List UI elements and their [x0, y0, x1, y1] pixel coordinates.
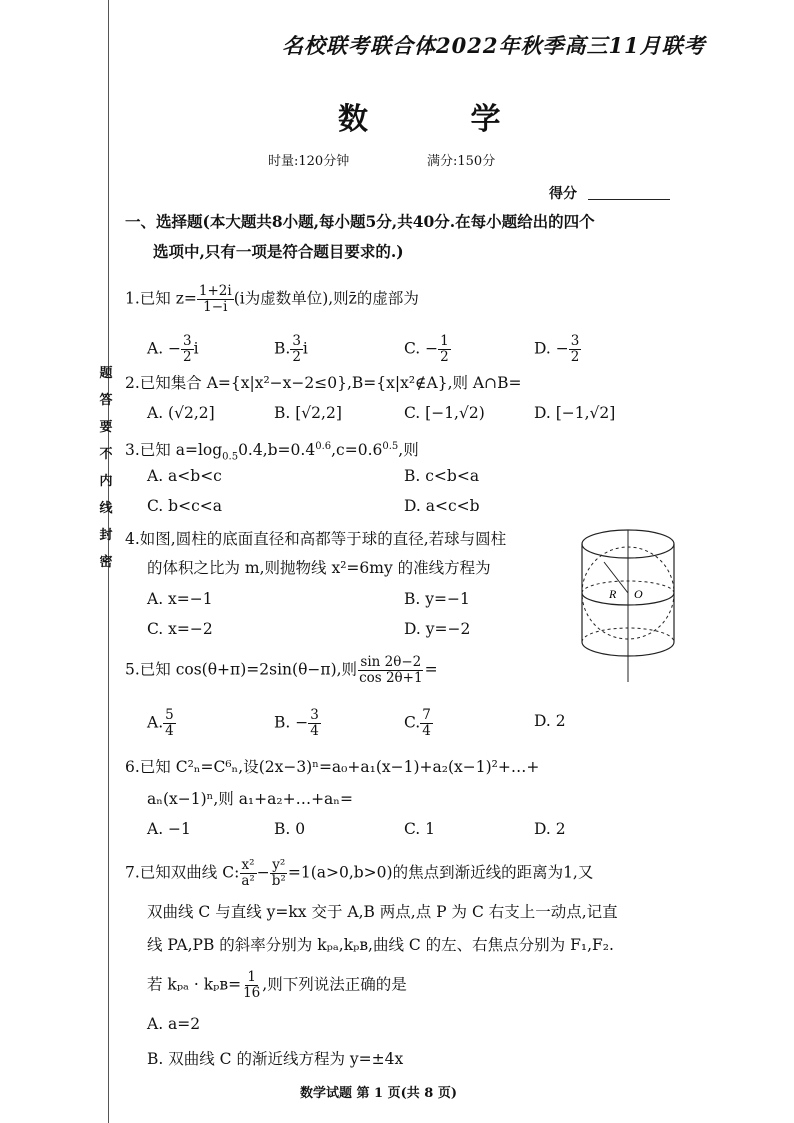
q5-pre: 5.已知 cos(θ+π)=2sin(θ−π),则 — [125, 660, 358, 679]
q1-a-den: 2 — [183, 349, 192, 365]
q4-option-d: D. y=−2 — [404, 620, 471, 638]
margin-char: 内 — [99, 474, 113, 489]
full-score: 满分:150分 — [427, 154, 496, 169]
q5-b-den: 4 — [310, 723, 319, 739]
question-2-stem: 2.已知集合 A={x|x²−x−2≤0},B={x|x²∉A},则 A∩B= — [125, 374, 522, 392]
q5-a-num: 5 — [165, 707, 174, 723]
q7-f1-den: a² — [241, 873, 255, 889]
exam-header: 名校联考联合体2022年秋季高三11月联考 — [282, 33, 706, 58]
question-3-stem — [125, 437, 419, 467]
question-7-line2: 双曲线 C 与直线 y=kx 交于 A,B 两点,点 P 为 C 右支上一动点,记直 — [147, 903, 618, 921]
q1-option-a — [147, 334, 199, 365]
q7-f2-num: y² — [272, 857, 286, 873]
q7-frac-1-16 — [241, 970, 262, 1001]
cylinder-sphere-figure — [578, 522, 678, 682]
q7-frac-y — [270, 858, 288, 889]
q2-option-b: B. [√2,2] — [274, 404, 342, 422]
binding-margin-notice — [94, 360, 118, 576]
q2-option-d: D. [−1,√2] — [534, 404, 616, 422]
q7-option-a: A. a=2 — [147, 1015, 201, 1033]
q4-option-a: A. x=−1 — [147, 590, 213, 608]
q4-option-c: C. x=−2 — [147, 620, 213, 638]
question-7-line1 — [125, 858, 593, 889]
page-footer: 数学试题 第 1 页(共 8 页) — [300, 1086, 458, 1101]
q3-option-c: C. b<c<a — [147, 497, 222, 515]
q7-f3-num: 1 — [247, 969, 256, 985]
q3-log-base: 0.5 — [222, 451, 239, 463]
q1-b-den: 2 — [292, 349, 301, 365]
q1-b-fraction — [290, 334, 303, 365]
q5-c-num: 7 — [422, 707, 431, 723]
q1-c-num: 1 — [440, 333, 449, 349]
score-blank — [588, 199, 670, 200]
question-7-line4 — [147, 970, 407, 1001]
q3-mid: 0.4,b=0.4 — [238, 441, 316, 460]
q3-option-a: A. a<b<c — [147, 467, 222, 485]
margin-char: 线 — [99, 501, 113, 516]
q1-a-suffix: i — [193, 339, 199, 358]
q7-suffix: =1(a>0,b>0)的焦点到渐近线的距离为1,又 — [287, 863, 594, 882]
q5-option-d: D. 2 — [534, 712, 566, 730]
q7-l4-suffix: ,则下列说法正确的是 — [262, 975, 407, 994]
section-heading-line1: 一、选择题(本大题共8小题,每小题5分,共40分.在每小题给出的四个 — [125, 212, 595, 231]
q1-c-den: 2 — [440, 349, 449, 365]
q7-minus: − — [256, 863, 270, 882]
q6-option-d: D. 2 — [534, 820, 566, 838]
q1-frac-den: 1−i — [203, 299, 228, 315]
q3-suffix: ,则 — [398, 441, 419, 460]
q5-frac-den: cos 2θ+1 — [359, 670, 423, 686]
q1-a-prefix: A. − — [147, 339, 182, 358]
q5-a-prefix: A. — [147, 713, 164, 732]
q6-option-c: C. 1 — [404, 820, 436, 838]
q1-d-num: 3 — [570, 333, 580, 349]
q5-option-c — [404, 708, 433, 739]
q5-a-den: 4 — [165, 723, 174, 739]
q1-b-prefix: B. — [274, 339, 291, 358]
q3-option-b: B. c<b<a — [404, 467, 480, 485]
q5-c-den: 4 — [422, 723, 431, 739]
question-6-line1: 6.已知 C²ₙ=C⁶ₙ,设(2x−3)ⁿ=a₀+a₁(x−1)+a₂(x−1)²+…+ — [125, 758, 540, 776]
q7-option-b: B. 双曲线 C 的渐近线方程为 y=±4x — [147, 1050, 404, 1068]
q1-c-fraction — [438, 334, 451, 365]
q7-l4-pre: 若 kₚₐ · kₚʙ= — [147, 975, 242, 994]
q6-option-b: B. 0 — [274, 820, 306, 838]
label-r: R — [609, 587, 617, 601]
q7-f2-den: b² — [271, 873, 286, 889]
question-6-line2: aₙ(x−1)ⁿ,则 a₁+a₂+…+aₙ= — [147, 790, 353, 808]
q1-option-c — [404, 334, 451, 365]
q7-frac-x — [239, 858, 256, 889]
q3-exp1: 0.6 — [315, 441, 332, 452]
q7-f1-num: x² — [241, 857, 255, 873]
q5-c-fraction — [420, 708, 433, 739]
q5-b-prefix: B. − — [274, 713, 309, 732]
score-label: 得分 — [549, 186, 577, 202]
q7-f3-den: 16 — [243, 985, 261, 1001]
q1-c-prefix: C. − — [404, 339, 439, 358]
q2-option-a: A. (√2,2] — [147, 404, 215, 422]
section-heading-line2: 选项中,只有一项是符合题目要求的.) — [153, 242, 404, 261]
margin-char: 不 — [99, 447, 113, 462]
q5-option-b — [274, 708, 321, 739]
q5-suffix: = — [424, 660, 438, 679]
q5-b-num: 3 — [310, 707, 319, 723]
q1-fraction — [197, 284, 234, 315]
q5-a-fraction — [163, 708, 176, 739]
q1-option-b — [274, 334, 308, 365]
q1-suffix: (i为虚数单位),则z̄的虚部为 — [233, 289, 419, 308]
subject-title: 数 学 — [338, 102, 547, 137]
question-7-line3: 线 PA,PB 的斜率分别为 kₚₐ,kₚʙ,曲线 C 的左、右焦点分别为 F₁,F₂. — [147, 936, 614, 954]
q1-a-fraction — [181, 334, 194, 365]
margin-char: 答 — [99, 393, 113, 408]
q1-frac-num: 1+2i — [198, 283, 232, 299]
q3-exp2: 0.5 — [382, 441, 399, 452]
margin-char: 封 — [99, 528, 113, 543]
q1-d-prefix: D. − — [534, 339, 569, 358]
q5-b-fraction — [308, 708, 321, 739]
question-4-line1: 4.如图,圆柱的底面直径和高都等于球的直径,若球与圆柱 — [125, 530, 507, 548]
q4-option-b: B. y=−1 — [404, 590, 470, 608]
question-5-stem — [125, 655, 438, 686]
q5-frac-num: sin 2θ−2 — [360, 654, 422, 670]
q1-a-num: 3 — [183, 333, 192, 349]
q2-option-c: C. [−1,√2) — [404, 404, 485, 422]
q3-mid2: ,c=0.6 — [331, 441, 383, 460]
margin-char: 要 — [99, 420, 113, 435]
margin-char: 题 — [99, 366, 113, 381]
question-1-stem — [125, 284, 419, 315]
q1-b-num: 3 — [292, 333, 301, 349]
q1-b-suffix: i — [302, 339, 308, 358]
q3-pre: 3.已知 a=log — [125, 441, 223, 460]
q5-option-a — [147, 708, 176, 739]
question-4-line2: 的体积之比为 m,则抛物线 x²=6my 的准线方程为 — [147, 559, 491, 577]
q6-option-a: A. −1 — [147, 820, 191, 838]
q1-d-fraction — [569, 334, 582, 365]
q3-option-d: D. a<c<b — [404, 497, 480, 515]
margin-char: 密 — [99, 555, 113, 570]
q5-fraction — [357, 655, 425, 686]
q7-pre: 7.已知双曲线 C: — [125, 863, 240, 882]
q5-c-prefix: C. — [404, 713, 421, 732]
exam-time: 时量:120分钟 — [268, 154, 350, 169]
q1-prefix: 1.已知 z= — [125, 289, 197, 308]
label-o: O — [634, 587, 643, 601]
q1-d-den: 2 — [570, 349, 580, 365]
q1-option-d — [534, 334, 581, 365]
